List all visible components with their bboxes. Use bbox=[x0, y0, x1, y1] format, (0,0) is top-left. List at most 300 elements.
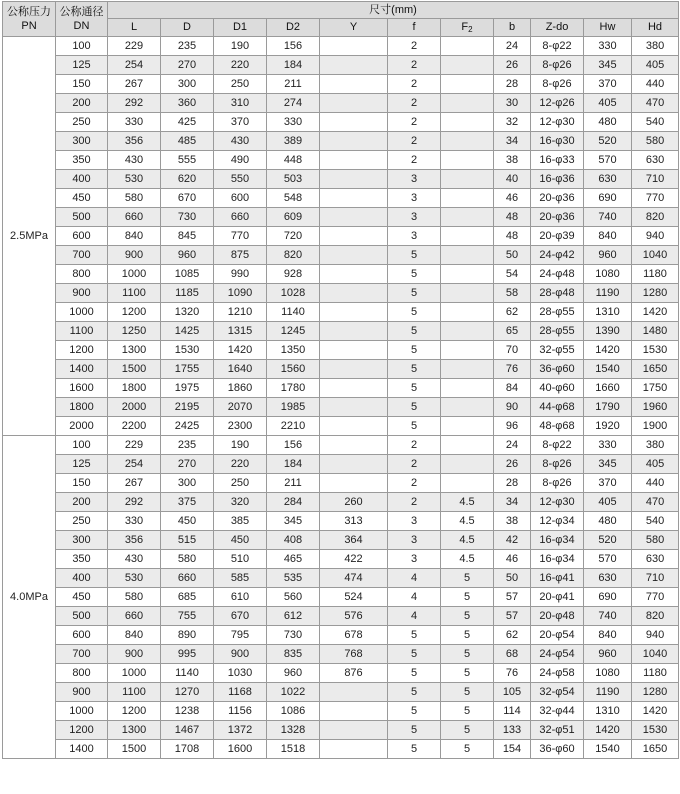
cell-f: 3 bbox=[388, 227, 441, 246]
cell-hw: 740 bbox=[584, 607, 632, 626]
cell-hw: 1080 bbox=[584, 265, 632, 284]
cell-f: 2 bbox=[388, 132, 441, 151]
cell-d1: 1640 bbox=[214, 360, 267, 379]
cell-z-do: 20-φ54 bbox=[531, 626, 584, 645]
col-header-d: D bbox=[161, 19, 214, 37]
cell-d2: 448 bbox=[267, 151, 320, 170]
cell-d: 1708 bbox=[161, 740, 214, 759]
cell-d2: 1985 bbox=[267, 398, 320, 417]
cell-hd: 1530 bbox=[632, 721, 679, 740]
cell-d2: 503 bbox=[267, 170, 320, 189]
cell-dn: 1000 bbox=[56, 303, 108, 322]
cell-l: 229 bbox=[108, 37, 161, 56]
table-row bbox=[3, 379, 679, 398]
table-row bbox=[3, 37, 679, 56]
cell-y bbox=[320, 56, 388, 75]
cell-f: 3 bbox=[388, 531, 441, 550]
table-row bbox=[3, 588, 679, 607]
cell-y bbox=[320, 208, 388, 227]
cell-dn: 250 bbox=[56, 113, 108, 132]
cell-hw: 520 bbox=[584, 531, 632, 550]
cell-y bbox=[320, 189, 388, 208]
cell-d1: 1315 bbox=[214, 322, 267, 341]
cell-l: 1100 bbox=[108, 683, 161, 702]
cell-d: 685 bbox=[161, 588, 214, 607]
cell-hw: 1190 bbox=[584, 284, 632, 303]
cell-y bbox=[320, 341, 388, 360]
cell-d2: 612 bbox=[267, 607, 320, 626]
cell-l: 254 bbox=[108, 455, 161, 474]
cell-dn: 300 bbox=[56, 531, 108, 550]
cell-z-do: 44-φ68 bbox=[531, 398, 584, 417]
cell-f2: 5 bbox=[441, 645, 494, 664]
cell-z-do: 32-φ51 bbox=[531, 721, 584, 740]
cell-z-do: 24-φ54 bbox=[531, 645, 584, 664]
cell-l: 1200 bbox=[108, 702, 161, 721]
cell-d: 2195 bbox=[161, 398, 214, 417]
cell-f2 bbox=[441, 417, 494, 436]
cell-d1: 250 bbox=[214, 75, 267, 94]
cell-y bbox=[320, 265, 388, 284]
cell-f: 5 bbox=[388, 740, 441, 759]
cell-y bbox=[320, 75, 388, 94]
col-header-f2-letter: F bbox=[461, 21, 469, 33]
cell-dn: 100 bbox=[56, 37, 108, 56]
flange-dimension-table bbox=[2, 1, 679, 759]
cell-z-do: 32-φ55 bbox=[531, 341, 584, 360]
cell-f: 5 bbox=[388, 360, 441, 379]
cell-hw: 370 bbox=[584, 474, 632, 493]
cell-d2: 211 bbox=[267, 474, 320, 493]
cell-hw: 1790 bbox=[584, 398, 632, 417]
cell-f2 bbox=[441, 189, 494, 208]
cell-hd: 1180 bbox=[632, 664, 679, 683]
cell-y bbox=[320, 303, 388, 322]
cell-d2: 820 bbox=[267, 246, 320, 265]
cell-d2: 284 bbox=[267, 493, 320, 512]
cell-f: 4 bbox=[388, 588, 441, 607]
cell-d1: 1600 bbox=[214, 740, 267, 759]
cell-b: 46 bbox=[494, 550, 531, 569]
dn-header-code: DN bbox=[73, 20, 90, 32]
cell-y bbox=[320, 170, 388, 189]
cell-d1: 2070 bbox=[214, 398, 267, 417]
cell-d1: 795 bbox=[214, 626, 267, 645]
cell-l: 840 bbox=[108, 626, 161, 645]
cell-z-do: 20-φ36 bbox=[531, 208, 584, 227]
cell-y: 576 bbox=[320, 607, 388, 626]
cell-d: 1140 bbox=[161, 664, 214, 683]
cell-l: 530 bbox=[108, 170, 161, 189]
table-row bbox=[3, 322, 679, 341]
cell-hd: 770 bbox=[632, 189, 679, 208]
cell-l: 330 bbox=[108, 512, 161, 531]
cell-d1: 430 bbox=[214, 132, 267, 151]
cell-dn: 150 bbox=[56, 474, 108, 493]
cell-l: 292 bbox=[108, 94, 161, 113]
cell-hd: 940 bbox=[632, 626, 679, 645]
table-row bbox=[3, 645, 679, 664]
cell-z-do: 32-φ44 bbox=[531, 702, 584, 721]
cell-d1: 990 bbox=[214, 265, 267, 284]
cell-d: 360 bbox=[161, 94, 214, 113]
cell-dn: 1200 bbox=[56, 721, 108, 740]
cell-y bbox=[320, 322, 388, 341]
cell-d: 620 bbox=[161, 170, 214, 189]
cell-hd: 1650 bbox=[632, 740, 679, 759]
table-row bbox=[3, 607, 679, 626]
cell-hd: 1040 bbox=[632, 246, 679, 265]
cell-f: 2 bbox=[388, 493, 441, 512]
cell-b: 57 bbox=[494, 607, 531, 626]
cell-d2: 1245 bbox=[267, 322, 320, 341]
col-header-f: f bbox=[388, 19, 441, 37]
cell-d2: 345 bbox=[267, 512, 320, 531]
cell-f2 bbox=[441, 360, 494, 379]
cell-y: 260 bbox=[320, 493, 388, 512]
cell-f2 bbox=[441, 56, 494, 75]
cell-b: 48 bbox=[494, 208, 531, 227]
cell-f: 5 bbox=[388, 303, 441, 322]
cell-z-do: 12-φ34 bbox=[531, 512, 584, 531]
cell-d2: 389 bbox=[267, 132, 320, 151]
cell-y bbox=[320, 360, 388, 379]
cell-l: 900 bbox=[108, 246, 161, 265]
cell-f2 bbox=[441, 37, 494, 56]
cell-hd: 1900 bbox=[632, 417, 679, 436]
cell-d1: 385 bbox=[214, 512, 267, 531]
cell-hw: 330 bbox=[584, 436, 632, 455]
cell-hw: 1190 bbox=[584, 683, 632, 702]
cell-d1: 1210 bbox=[214, 303, 267, 322]
cell-f2: 4.5 bbox=[441, 550, 494, 569]
cell-b: 38 bbox=[494, 512, 531, 531]
cell-l: 1500 bbox=[108, 360, 161, 379]
cell-y bbox=[320, 379, 388, 398]
cell-hw: 1540 bbox=[584, 740, 632, 759]
cell-y bbox=[320, 474, 388, 493]
cell-l: 254 bbox=[108, 56, 161, 75]
table-row bbox=[3, 56, 679, 75]
cell-hw: 1390 bbox=[584, 322, 632, 341]
cell-dn: 1000 bbox=[56, 702, 108, 721]
cell-d: 1975 bbox=[161, 379, 214, 398]
cell-d1: 1420 bbox=[214, 341, 267, 360]
cell-f: 2 bbox=[388, 151, 441, 170]
cell-z-do: 28-φ55 bbox=[531, 322, 584, 341]
cell-d: 1530 bbox=[161, 341, 214, 360]
cell-dn: 350 bbox=[56, 151, 108, 170]
cell-l: 356 bbox=[108, 132, 161, 151]
cell-hd: 940 bbox=[632, 227, 679, 246]
table-row bbox=[3, 341, 679, 360]
cell-b: 34 bbox=[494, 132, 531, 151]
table-row bbox=[3, 474, 679, 493]
cell-b: 46 bbox=[494, 189, 531, 208]
cell-b: 76 bbox=[494, 664, 531, 683]
cell-dn: 900 bbox=[56, 683, 108, 702]
cell-b: 28 bbox=[494, 474, 531, 493]
cell-d: 235 bbox=[161, 37, 214, 56]
cell-dn: 450 bbox=[56, 189, 108, 208]
table-row bbox=[3, 170, 679, 189]
cell-y: 876 bbox=[320, 664, 388, 683]
cell-f: 2 bbox=[388, 37, 441, 56]
cell-d: 730 bbox=[161, 208, 214, 227]
cell-l: 1100 bbox=[108, 284, 161, 303]
cell-z-do: 12-φ26 bbox=[531, 94, 584, 113]
cell-hw: 690 bbox=[584, 189, 632, 208]
cell-dn: 400 bbox=[56, 170, 108, 189]
cell-f: 5 bbox=[388, 721, 441, 740]
cell-f2 bbox=[441, 265, 494, 284]
cell-d: 1238 bbox=[161, 702, 214, 721]
cell-d1: 550 bbox=[214, 170, 267, 189]
table-row bbox=[3, 398, 679, 417]
cell-hw: 1310 bbox=[584, 303, 632, 322]
cell-d: 995 bbox=[161, 645, 214, 664]
cell-z-do: 12-φ30 bbox=[531, 113, 584, 132]
table-body bbox=[3, 37, 679, 759]
table-row bbox=[3, 664, 679, 683]
table-row bbox=[3, 113, 679, 132]
cell-y bbox=[320, 37, 388, 56]
cell-f: 2 bbox=[388, 455, 441, 474]
table-row bbox=[3, 303, 679, 322]
cell-z-do: 8-φ26 bbox=[531, 75, 584, 94]
cell-b: 24 bbox=[494, 436, 531, 455]
cell-f: 5 bbox=[388, 664, 441, 683]
cell-d: 1467 bbox=[161, 721, 214, 740]
cell-dn: 200 bbox=[56, 493, 108, 512]
col-header-d2: D2 bbox=[267, 19, 320, 37]
cell-dn: 800 bbox=[56, 664, 108, 683]
cell-d1: 490 bbox=[214, 151, 267, 170]
cell-hw: 1920 bbox=[584, 417, 632, 436]
cell-dn: 125 bbox=[56, 455, 108, 474]
cell-d2: 184 bbox=[267, 455, 320, 474]
cell-b: 38 bbox=[494, 151, 531, 170]
cell-b: 62 bbox=[494, 303, 531, 322]
cell-d1: 190 bbox=[214, 436, 267, 455]
cell-d: 755 bbox=[161, 607, 214, 626]
cell-d2: 835 bbox=[267, 645, 320, 664]
cell-dn: 1400 bbox=[56, 740, 108, 759]
table-row bbox=[3, 436, 679, 455]
cell-f2 bbox=[441, 379, 494, 398]
col-header-z-do: Z-do bbox=[531, 19, 584, 37]
cell-y bbox=[320, 683, 388, 702]
cell-hw: 630 bbox=[584, 569, 632, 588]
cell-d: 660 bbox=[161, 569, 214, 588]
cell-l: 1000 bbox=[108, 265, 161, 284]
cell-y: 364 bbox=[320, 531, 388, 550]
table-row bbox=[3, 94, 679, 113]
cell-hw: 570 bbox=[584, 151, 632, 170]
cell-f: 5 bbox=[388, 683, 441, 702]
cell-d2: 1350 bbox=[267, 341, 320, 360]
cell-z-do: 32-φ54 bbox=[531, 683, 584, 702]
cell-d: 270 bbox=[161, 455, 214, 474]
cell-dn: 2000 bbox=[56, 417, 108, 436]
cell-b: 96 bbox=[494, 417, 531, 436]
cell-d: 845 bbox=[161, 227, 214, 246]
cell-b: 76 bbox=[494, 360, 531, 379]
cell-hw: 840 bbox=[584, 227, 632, 246]
cell-b: 84 bbox=[494, 379, 531, 398]
cell-d2: 730 bbox=[267, 626, 320, 645]
cell-d: 1270 bbox=[161, 683, 214, 702]
cell-l: 530 bbox=[108, 569, 161, 588]
cell-d: 1185 bbox=[161, 284, 214, 303]
cell-f: 5 bbox=[388, 702, 441, 721]
cell-hd: 1040 bbox=[632, 645, 679, 664]
cell-hw: 1420 bbox=[584, 341, 632, 360]
cell-f2: 4.5 bbox=[441, 493, 494, 512]
cell-d2: 1328 bbox=[267, 721, 320, 740]
cell-dn: 1100 bbox=[56, 322, 108, 341]
cell-y bbox=[320, 227, 388, 246]
cell-d2: 1518 bbox=[267, 740, 320, 759]
cell-z-do: 36-φ60 bbox=[531, 740, 584, 759]
cell-hd: 580 bbox=[632, 132, 679, 151]
cell-hw: 480 bbox=[584, 113, 632, 132]
cell-d2: 1028 bbox=[267, 284, 320, 303]
cell-f2: 5 bbox=[441, 569, 494, 588]
cell-f: 3 bbox=[388, 512, 441, 531]
cell-z-do: 16-φ34 bbox=[531, 531, 584, 550]
cell-hd: 1480 bbox=[632, 322, 679, 341]
cell-d1: 1090 bbox=[214, 284, 267, 303]
cell-f2: 4.5 bbox=[441, 512, 494, 531]
cell-y: 524 bbox=[320, 588, 388, 607]
cell-d1: 320 bbox=[214, 493, 267, 512]
cell-d: 960 bbox=[161, 246, 214, 265]
cell-d1: 220 bbox=[214, 455, 267, 474]
cell-dn: 100 bbox=[56, 436, 108, 455]
cell-d2: 156 bbox=[267, 436, 320, 455]
cell-dn: 200 bbox=[56, 94, 108, 113]
cell-f2 bbox=[441, 170, 494, 189]
cell-hw: 405 bbox=[584, 493, 632, 512]
cell-hw: 1310 bbox=[584, 702, 632, 721]
cell-b: 40 bbox=[494, 170, 531, 189]
cell-d1: 1860 bbox=[214, 379, 267, 398]
cell-l: 900 bbox=[108, 645, 161, 664]
cell-z-do: 16-φ34 bbox=[531, 550, 584, 569]
dn-column-header bbox=[56, 2, 108, 37]
cell-f2 bbox=[441, 132, 494, 151]
cell-d1: 220 bbox=[214, 56, 267, 75]
cell-dn: 600 bbox=[56, 626, 108, 645]
col-header-l: L bbox=[108, 19, 161, 37]
table-row bbox=[3, 208, 679, 227]
cell-f2 bbox=[441, 94, 494, 113]
cell-z-do: 8-φ22 bbox=[531, 436, 584, 455]
cell-hd: 440 bbox=[632, 474, 679, 493]
cell-d: 1425 bbox=[161, 322, 214, 341]
cell-hd: 1650 bbox=[632, 360, 679, 379]
cell-b: 42 bbox=[494, 531, 531, 550]
cell-f2: 5 bbox=[441, 683, 494, 702]
cell-hd: 440 bbox=[632, 75, 679, 94]
cell-f2: 5 bbox=[441, 702, 494, 721]
cell-hw: 405 bbox=[584, 94, 632, 113]
cell-d2: 211 bbox=[267, 75, 320, 94]
cell-d1: 1156 bbox=[214, 702, 267, 721]
cell-l: 267 bbox=[108, 474, 161, 493]
cell-d1: 2300 bbox=[214, 417, 267, 436]
cell-z-do: 16-φ33 bbox=[531, 151, 584, 170]
cell-f2 bbox=[441, 151, 494, 170]
cell-d1: 670 bbox=[214, 607, 267, 626]
cell-b: 50 bbox=[494, 246, 531, 265]
cell-hw: 370 bbox=[584, 75, 632, 94]
pn-header-zh: 公称压力 bbox=[7, 6, 51, 18]
cell-hd: 1420 bbox=[632, 702, 679, 721]
table-row bbox=[3, 512, 679, 531]
table-row bbox=[3, 246, 679, 265]
cell-dn: 250 bbox=[56, 512, 108, 531]
cell-b: 34 bbox=[494, 493, 531, 512]
cell-l: 229 bbox=[108, 436, 161, 455]
cell-f2 bbox=[441, 474, 494, 493]
cell-l: 2000 bbox=[108, 398, 161, 417]
cell-l: 330 bbox=[108, 113, 161, 132]
cell-f: 4 bbox=[388, 607, 441, 626]
cell-d1: 450 bbox=[214, 531, 267, 550]
cell-b: 32 bbox=[494, 113, 531, 132]
cell-b: 54 bbox=[494, 265, 531, 284]
cell-z-do: 8-φ26 bbox=[531, 474, 584, 493]
cell-f: 2 bbox=[388, 113, 441, 132]
table-row bbox=[3, 531, 679, 550]
cell-d1: 610 bbox=[214, 588, 267, 607]
cell-l: 267 bbox=[108, 75, 161, 94]
cell-d: 235 bbox=[161, 436, 214, 455]
cell-d1: 770 bbox=[214, 227, 267, 246]
cell-d: 425 bbox=[161, 113, 214, 132]
cell-hw: 740 bbox=[584, 208, 632, 227]
cell-l: 1000 bbox=[108, 664, 161, 683]
cell-hd: 820 bbox=[632, 607, 679, 626]
cell-l: 1250 bbox=[108, 322, 161, 341]
cell-dn: 800 bbox=[56, 265, 108, 284]
cell-hd: 710 bbox=[632, 569, 679, 588]
cell-d2: 720 bbox=[267, 227, 320, 246]
cell-dn: 300 bbox=[56, 132, 108, 151]
cell-l: 2200 bbox=[108, 417, 161, 436]
cell-dn: 350 bbox=[56, 550, 108, 569]
cell-d: 270 bbox=[161, 56, 214, 75]
cell-b: 28 bbox=[494, 75, 531, 94]
cell-d: 670 bbox=[161, 189, 214, 208]
cell-hd: 1530 bbox=[632, 341, 679, 360]
cell-hd: 580 bbox=[632, 531, 679, 550]
table-row bbox=[3, 417, 679, 436]
cell-l: 1200 bbox=[108, 303, 161, 322]
cell-d2: 1140 bbox=[267, 303, 320, 322]
cell-hd: 540 bbox=[632, 512, 679, 531]
cell-f2 bbox=[441, 246, 494, 265]
cell-z-do: 8-φ26 bbox=[531, 56, 584, 75]
cell-d: 580 bbox=[161, 550, 214, 569]
cell-f2 bbox=[441, 436, 494, 455]
cell-d: 890 bbox=[161, 626, 214, 645]
table-row bbox=[3, 455, 679, 474]
cell-d1: 370 bbox=[214, 113, 267, 132]
cell-dn: 450 bbox=[56, 588, 108, 607]
